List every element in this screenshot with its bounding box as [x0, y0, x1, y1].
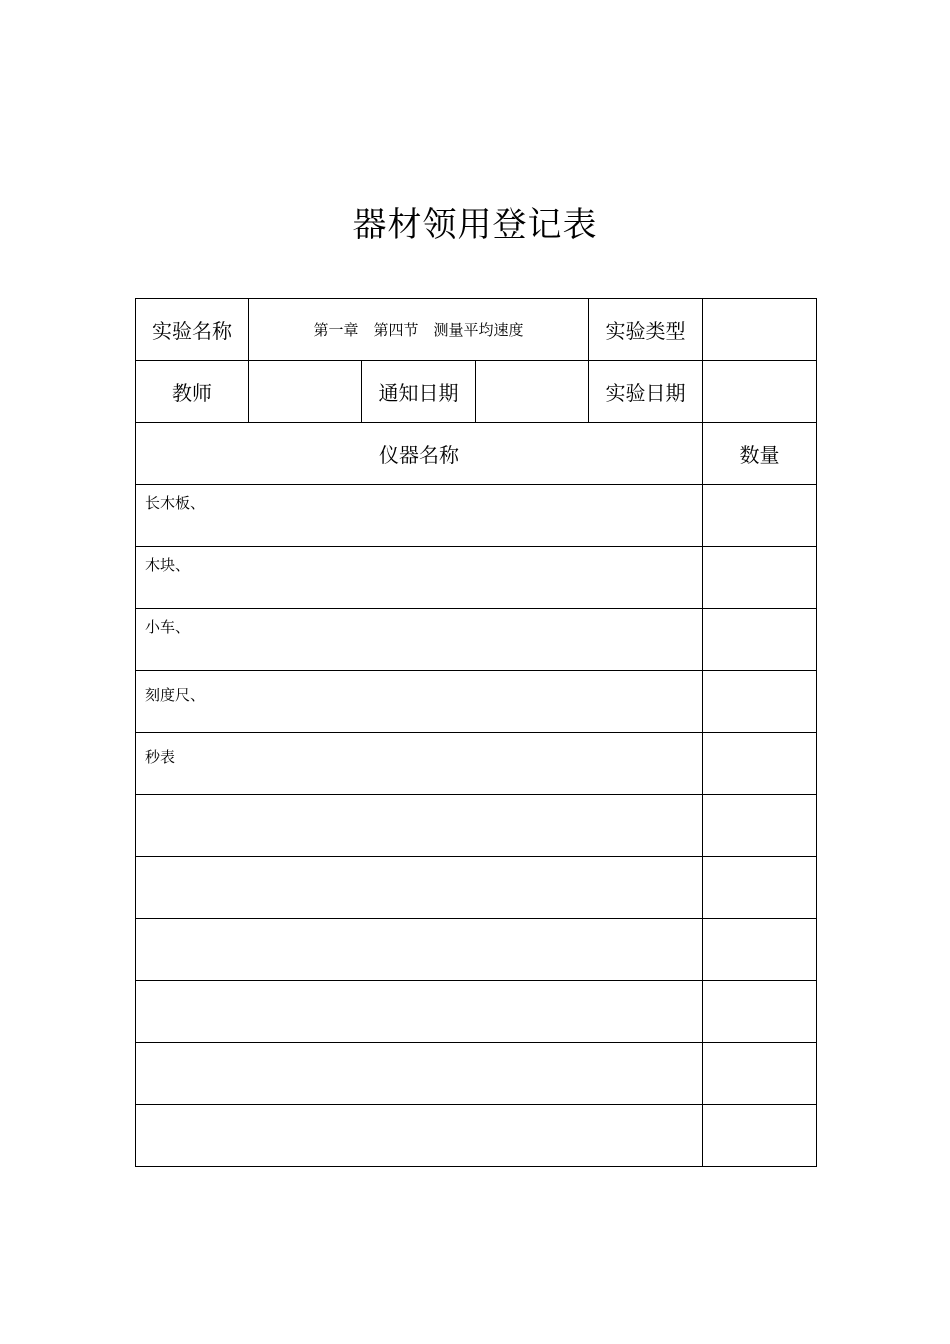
quantity-header: 数量 — [703, 423, 817, 485]
experiment-name-label: 实验名称 — [136, 299, 249, 361]
quantity-cell[interactable] — [703, 609, 817, 671]
table-row — [136, 919, 817, 981]
header-row-experiment — [136, 299, 817, 361]
instrument-name-cell[interactable] — [136, 1105, 703, 1167]
experiment-name-field[interactable]: 第一章 第四节 测量平均速度 — [249, 299, 589, 361]
instrument-name-cell[interactable] — [136, 919, 703, 981]
instrument-name-text — [136, 795, 702, 803]
table-row — [136, 547, 817, 609]
table-row — [136, 671, 817, 733]
table-row — [136, 609, 817, 671]
experiment-date-field[interactable] — [703, 361, 817, 423]
instrument-name-cell[interactable] — [136, 795, 703, 857]
instrument-name-cell[interactable] — [136, 981, 703, 1043]
quantity-cell[interactable] — [703, 919, 817, 981]
instrument-name-header: 仪器名称 — [136, 423, 703, 485]
instrument-name-text: 秒表 — [145, 748, 176, 766]
quantity-cell[interactable] — [703, 733, 817, 795]
instrument-name-cell[interactable] — [136, 547, 703, 609]
quantity-cell[interactable] — [703, 1105, 817, 1167]
notice-date-label: 通知日期 — [362, 361, 476, 423]
column-header-row — [136, 423, 817, 485]
quantity-cell[interactable] — [703, 981, 817, 1043]
instrument-name-cell[interactable] — [136, 857, 703, 919]
experiment-type-field[interactable] — [703, 299, 817, 361]
table-row — [136, 733, 817, 795]
experiment-type-label: 实验类型 — [589, 299, 703, 361]
instrument-name-cell[interactable] — [136, 1043, 703, 1105]
teacher-label: 教师 — [136, 361, 249, 423]
teacher-field[interactable] — [249, 361, 362, 423]
instrument-name-cell[interactable] — [136, 671, 703, 733]
instrument-name-text: 木块、 — [145, 556, 191, 574]
instrument-name-cell[interactable] — [136, 733, 703, 795]
instrument-name-text — [136, 1105, 702, 1113]
table-row — [136, 1043, 817, 1105]
header-row-dates — [136, 361, 817, 423]
notice-date-field[interactable] — [476, 361, 589, 423]
instrument-name-text — [136, 981, 702, 989]
table-row — [136, 795, 817, 857]
instrument-name-text: 长木板、 — [145, 494, 206, 512]
instrument-name-text: 小车、 — [145, 618, 191, 636]
instrument-name-text: 刻度尺、 — [145, 686, 206, 704]
instrument-name-text — [136, 1043, 702, 1051]
table-row — [136, 981, 817, 1043]
table-row — [136, 1105, 817, 1167]
instrument-name-cell[interactable] — [136, 609, 703, 671]
instrument-name-cell[interactable] — [136, 485, 703, 547]
instrument-name-text — [136, 857, 702, 865]
table-row — [136, 485, 817, 547]
quantity-cell[interactable] — [703, 671, 817, 733]
quantity-cell[interactable] — [703, 795, 817, 857]
quantity-cell[interactable] — [703, 857, 817, 919]
instrument-name-text — [136, 919, 702, 927]
quantity-cell[interactable] — [703, 1043, 817, 1105]
quantity-cell[interactable] — [703, 485, 817, 547]
quantity-cell[interactable] — [703, 547, 817, 609]
experiment-date-label: 实验日期 — [589, 361, 703, 423]
equipment-register-table — [135, 298, 817, 1167]
page-title: 器材领用登记表 — [352, 205, 598, 245]
table-row — [136, 857, 817, 919]
